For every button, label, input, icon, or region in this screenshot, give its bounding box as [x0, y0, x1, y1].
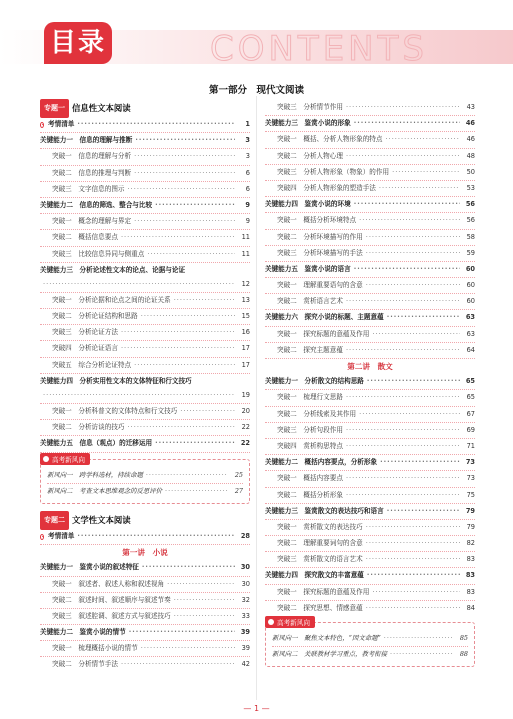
entry-title: 新风向二 考查文本思维观念的反思评价: [47, 486, 163, 495]
page-number: 30: [241, 579, 250, 588]
page-number: 3: [245, 152, 250, 161]
leader-dots: [43, 277, 235, 292]
section-title: 文学性文本阅读: [72, 514, 131, 525]
entry-title: 突破二 概括信息要点: [52, 233, 118, 242]
entry-title: 突破二 信息的推理与判断: [52, 168, 132, 177]
leader-dots: [134, 358, 235, 373]
page-number: 64: [466, 345, 475, 354]
toc-entry[interactable]: [265, 488, 475, 504]
leader-dots: [366, 230, 460, 245]
entry-title: 突破二 理解重要词句的含意: [277, 539, 363, 548]
page-number: 79: [466, 522, 475, 531]
leader-dots: [367, 568, 460, 583]
leader-dots: [142, 560, 235, 575]
leader-dots: [390, 647, 453, 662]
page-number: — 1 —: [243, 704, 270, 713]
toc-entry[interactable]: [265, 343, 475, 359]
column-divider: [256, 96, 257, 700]
toc-entry[interactable]: [265, 552, 475, 568]
leader-dots: [379, 181, 460, 196]
page-number: 39: [241, 644, 250, 653]
section-heading: [40, 100, 250, 117]
chapter-heading: 第一讲 小说: [122, 548, 168, 558]
page-number: 83: [465, 571, 475, 580]
entry-title: 突破一 探究标题的意蕴及作用: [277, 587, 370, 596]
page-number: 85: [459, 634, 468, 642]
leader-dots: [346, 471, 460, 486]
entry-title: 突破一 叙述者、叙述人称和叙述视角: [52, 579, 165, 588]
entry-title: 关键能力一 分析散文的结构思路: [265, 377, 364, 386]
page-number: 42: [241, 660, 250, 669]
page-number: 17: [241, 360, 250, 369]
toc-entry[interactable]: [40, 293, 250, 309]
page-number: 20: [241, 407, 250, 415]
page-number: 60: [465, 264, 475, 273]
leader-dots: [174, 593, 235, 608]
entry-title: 突破三 分析句段作用: [277, 425, 343, 434]
leader-dots: [366, 536, 460, 551]
leader-dots: [386, 132, 461, 147]
page-number: 39: [240, 628, 250, 637]
toc-entry[interactable]: [40, 133, 250, 149]
entry-title: 突破三 赏析散文的语言艺术: [277, 555, 363, 564]
page-number: 9: [245, 217, 250, 226]
leader-dots: [384, 631, 453, 646]
toc-entry[interactable]: [265, 455, 475, 471]
leader-dots: [354, 197, 460, 212]
entry-title: 突破三 叙述腔调、叙述方式与叙述技巧: [52, 611, 171, 620]
leader-dots: [346, 343, 460, 358]
toc-entry[interactable]: [265, 423, 475, 439]
leader-dots: [346, 100, 460, 115]
toc-entry[interactable]: [40, 198, 250, 214]
page-number: 32: [241, 595, 250, 604]
entry-title: 突破二 分析论证结构和思路: [52, 312, 138, 321]
leader-dots: [174, 293, 235, 308]
target-icon: [40, 122, 44, 128]
toc-entry[interactable]: [265, 116, 475, 132]
entry-title: 突破四 分析论证语言: [52, 344, 118, 353]
page-number: 75: [466, 490, 475, 499]
toc-entry[interactable]: [265, 407, 475, 423]
entry-title: 突破二 概括分析形象: [277, 490, 343, 499]
entry-title: 突破二 分析人物心理: [277, 151, 343, 160]
entry-title: 关键能力六 探究小说的标题、主题意蕴: [265, 313, 384, 322]
leader-dots: [372, 327, 460, 342]
entry-title: 突破一 梳理行文思路: [277, 393, 343, 402]
toc-entry[interactable]: [265, 262, 475, 278]
toc-entry[interactable]: [40, 389, 250, 404]
toc-entry[interactable]: [40, 247, 250, 263]
toc-entry[interactable]: [265, 246, 475, 262]
section-tag: 专题二: [40, 511, 69, 530]
toc-entry[interactable]: [272, 631, 468, 647]
page-number: 84: [466, 603, 475, 612]
entry-title: 突破一 概括分析环境特点: [277, 216, 357, 225]
new-trend-box: [265, 619, 475, 667]
page-number: 48: [466, 151, 475, 160]
toc-right-column: [265, 100, 475, 675]
entry-title: 关键能力一 鉴赏小说的叙述特征: [40, 563, 139, 572]
entry-title: 关键能力五 鉴赏小说的语言: [265, 264, 351, 273]
leader-dots: [147, 247, 235, 262]
leader-dots: [121, 341, 235, 356]
toc-entry[interactable]: [47, 484, 243, 499]
leader-dots: [121, 657, 235, 672]
page-number: 12: [241, 280, 250, 289]
leader-dots: [387, 504, 460, 519]
entry-title: 突破二 探究思想、情感意蕴: [277, 603, 363, 612]
toc-entry[interactable]: [265, 197, 475, 213]
entry-title: 突破五 综合分析论证特点: [52, 360, 132, 369]
page-number: 46: [465, 119, 475, 128]
page-number: 65: [465, 377, 475, 386]
entry-title: 关键能力二 鉴赏小说的情节: [40, 628, 126, 637]
entry-title: 新风向一 跨学科选材，持续命题: [47, 470, 143, 479]
page-number: 33: [241, 611, 250, 620]
page-number: 69: [466, 425, 475, 434]
part-title: 第一部分 现代文阅读: [208, 85, 304, 96]
toc-entry[interactable]: [265, 327, 475, 343]
toc-entry[interactable]: [40, 309, 250, 325]
leader-dots: [128, 182, 235, 197]
entry-title: 突破一 分析论据和论点之间的论证关系: [52, 295, 171, 304]
entry-title: 突破二 分析情节手法: [52, 660, 118, 669]
leader-dots: [366, 520, 460, 535]
entry-title: 突破一 梳理概括小说的情节: [52, 644, 138, 653]
leader-dots: [43, 388, 235, 403]
leader-dots: [77, 529, 235, 544]
toc-entry[interactable]: [265, 568, 475, 584]
section-tag: 专题一: [40, 99, 69, 118]
toc-entry[interactable]: [40, 529, 250, 545]
badge-icon: [43, 456, 49, 462]
page-number: 25: [234, 470, 243, 479]
entry-title: 突破二 分析线索及其作用: [277, 409, 357, 418]
page-number: 19: [241, 391, 250, 400]
page-number: 58: [466, 232, 475, 241]
page-number: 28: [240, 531, 250, 540]
page-number: 22: [241, 423, 250, 432]
leader-dots: [346, 294, 460, 309]
leader-dots: [346, 149, 460, 164]
page-number: 60: [466, 281, 475, 290]
entry-title: 关键能力四 鉴赏小说的环境: [265, 200, 351, 209]
contents-watermark-text: CONTENTS: [210, 29, 428, 68]
toc-entry[interactable]: [265, 439, 475, 455]
toc-entry[interactable]: [40, 182, 250, 198]
leader-dots: [366, 552, 460, 567]
page-number: 50: [466, 167, 475, 176]
leader-dots: [387, 310, 460, 325]
entry-title: 突破一 概括内容要点: [277, 474, 343, 483]
leader-dots: [367, 374, 460, 389]
toc-entry[interactable]: [40, 230, 250, 246]
leader-dots: [346, 488, 460, 503]
page-number: 59: [466, 248, 475, 257]
entry-title: 关键能力四 分析实用性文本的文体特征和行文技巧: [40, 376, 192, 385]
entry-title: 突破二 分析环境描写的作用: [277, 232, 363, 241]
leader-dots: [366, 278, 460, 293]
page-number: 1: [245, 120, 250, 128]
header: [0, 0, 513, 72]
page-number: 88: [459, 650, 468, 659]
leader-dots: [174, 609, 235, 624]
toc-left-column: [40, 100, 250, 673]
toc-entry[interactable]: [40, 166, 250, 182]
toc-entry[interactable]: [265, 585, 475, 601]
page-number: 60: [466, 297, 475, 306]
entry-title: 突破二 叙述时间、叙述顺序与叙述节奏: [52, 595, 171, 604]
entry-title: 突破一 概念的理解与界定: [52, 217, 132, 226]
leader-dots: [346, 390, 460, 405]
leader-dots: [359, 407, 460, 422]
section-heading: [40, 512, 250, 529]
page-number: 15: [241, 312, 250, 321]
page-number: 71: [466, 441, 475, 450]
entry-title: 突破二 赏析语言艺术: [277, 297, 343, 306]
page-number: 22: [240, 439, 250, 448]
toc-entry[interactable]: [272, 647, 468, 662]
toc-entry[interactable]: [40, 625, 250, 641]
toc-title: 目录: [44, 22, 112, 64]
toc-entry[interactable]: [265, 310, 475, 326]
toc-entry[interactable]: [265, 181, 475, 197]
leader-dots: [366, 246, 460, 261]
toc-entry[interactable]: [47, 468, 243, 484]
leader-dots: [121, 325, 235, 340]
entry-title: 考情清单: [48, 120, 75, 128]
leader-dots: [354, 116, 460, 131]
page-number: 3: [245, 136, 250, 145]
toc-entry[interactable]: [40, 436, 250, 452]
toc-entry[interactable]: [265, 504, 475, 520]
page-number: 11: [241, 249, 250, 258]
target-icon: [40, 534, 44, 540]
leader-dots: [392, 165, 460, 180]
entry-title: 考情清单: [48, 531, 75, 540]
toc-entry[interactable]: [40, 325, 250, 341]
toc-entry[interactable]: [40, 149, 250, 165]
entry-title: 关键能力三 分析论述性文本的论点、论据与论证: [40, 265, 186, 274]
entry-title: 突破三 比较信息异同与侧重点: [52, 249, 145, 258]
toc-entry[interactable]: [40, 358, 250, 374]
entry-title: 突破一 分析科普文的文体特点和行文技巧: [52, 407, 178, 415]
entry-title: 突破三 分析论证方法: [52, 328, 118, 337]
leader-dots: [167, 577, 235, 592]
toc-entry[interactable]: [40, 593, 250, 609]
leader-dots: [366, 601, 460, 616]
leader-dots: [77, 117, 235, 132]
toc-entry[interactable]: [265, 374, 475, 390]
leader-dots: [155, 436, 235, 451]
leader-dots: [346, 439, 460, 454]
toc-entry[interactable]: [265, 601, 475, 616]
leader-dots: [141, 641, 235, 656]
entry-title: 突破四 赏析构思特点: [277, 441, 343, 450]
entry-title: 关键能力四 探究散文的丰富意蕴: [265, 571, 364, 580]
new-trend-label: [265, 616, 315, 628]
section-title: 信息性文本阅读: [72, 103, 131, 113]
entry-title: 突破一 探究标题的意蕴及作用: [277, 329, 370, 338]
entry-title: 关键能力三 鉴赏小说的形象: [265, 119, 351, 128]
toc-entry[interactable]: [265, 294, 475, 310]
toc-entry[interactable]: [265, 520, 475, 536]
entry-title: 突破一 概括、分析人物形象的特点: [277, 135, 383, 144]
toc-entry[interactable]: [265, 149, 475, 165]
toc-entry[interactable]: [40, 560, 250, 576]
toc-entry[interactable]: [40, 404, 250, 420]
entry-title: 突破三 分析人物形象（物象）的作用: [277, 167, 390, 176]
entry-title: 突破一 赏析散文的表达技巧: [277, 522, 363, 531]
entry-title: 关键能力五 信息（观点）的迁移运用: [40, 439, 153, 448]
leader-dots: [354, 262, 460, 277]
toc-entry[interactable]: [40, 609, 250, 625]
leader-dots: [155, 198, 235, 213]
toc-entry[interactable]: [40, 278, 250, 293]
toc-entry[interactable]: [265, 536, 475, 552]
leader-dots: [372, 585, 460, 600]
page-number: 56: [466, 216, 475, 225]
badge-icon: [268, 619, 274, 625]
page-number: 73: [465, 458, 475, 467]
page-number: 6: [245, 184, 250, 193]
leader-dots: [180, 404, 235, 419]
toc-entry[interactable]: [40, 214, 250, 230]
page-number: 30: [240, 563, 250, 572]
page-number: 65: [466, 393, 475, 402]
toc-entry[interactable]: [265, 230, 475, 246]
entry-title: 突破四 分析人物形象的塑造手法: [277, 183, 376, 192]
leader-dots: [121, 230, 235, 245]
page-number: 67: [466, 409, 475, 418]
page-number: 73: [466, 474, 475, 483]
toc-entry[interactable]: [40, 420, 250, 436]
page-number: 9: [245, 200, 250, 209]
entry-title: 突破一 理解重要语句的含意: [277, 281, 363, 290]
entry-title: 突破二 分析访谈的技巧: [52, 423, 125, 432]
page-number: 43: [466, 103, 475, 111]
toc-entry[interactable]: [265, 165, 475, 181]
leader-dots: [346, 423, 460, 438]
leader-dots: [135, 133, 235, 148]
toc-entry[interactable]: [265, 100, 475, 116]
leader-dots: [141, 309, 235, 324]
toc-entry[interactable]: [40, 657, 250, 672]
entry-title: 突破三 分析环境描写的手法: [277, 248, 363, 257]
new-trend-label-text: 高考新风向: [277, 619, 310, 627]
leader-dots: [134, 166, 235, 181]
toc-entry[interactable]: [265, 471, 475, 487]
entry-title: 关键能力三 鉴赏散文的表达技巧和语言: [265, 506, 384, 515]
leader-dots: [359, 213, 460, 228]
chapter-heading: 第二讲 散文: [347, 362, 393, 371]
leader-dots: [134, 149, 235, 164]
page-number: 82: [466, 539, 475, 548]
toc-entry[interactable]: [40, 641, 250, 657]
page-number: 83: [466, 587, 475, 596]
entry-title: 关键能力一 信息的理解与推断: [40, 136, 133, 145]
page-number: 13: [241, 295, 250, 304]
page-number: 6: [245, 168, 250, 177]
contents-watermark: [130, 24, 450, 68]
toc-entry[interactable]: [40, 263, 250, 278]
leader-dots: [128, 420, 235, 435]
toc-entry[interactable]: [40, 577, 250, 593]
toc-entry[interactable]: [40, 341, 250, 357]
page-number: 17: [241, 344, 250, 353]
entry-title: 关键能力二 概括内容要点，分析形象: [265, 458, 378, 467]
entry-title: 关键能力二 信息的筛选、整合与比较: [40, 200, 153, 209]
leader-dots: [165, 484, 228, 499]
toc-entry[interactable]: [265, 278, 475, 294]
leader-dots: [129, 625, 235, 640]
page-number: 16: [241, 328, 250, 337]
entry-title: 突破二 探究主题意蕴: [277, 345, 343, 354]
entry-title: 新风向一 聚焦文本特色，“因文命题”: [272, 634, 381, 642]
new-trend-box: [40, 455, 250, 504]
leader-dots: [146, 468, 228, 483]
page-number: 27: [234, 486, 243, 495]
page-number: 11: [241, 233, 250, 242]
toc-entry[interactable]: [265, 213, 475, 229]
leader-dots: [134, 214, 235, 229]
page-number: 63: [466, 329, 475, 338]
entry-title: 突破三 文字信息的图示: [52, 184, 125, 193]
toc-entry[interactable]: [265, 132, 475, 148]
page-number: 63: [465, 313, 475, 322]
toc-entry[interactable]: [40, 117, 250, 133]
new-trend-label: [40, 453, 90, 465]
page-number: 83: [466, 555, 475, 564]
entry-title: 突破一 信息的理解与分析: [52, 152, 132, 161]
page-number: 56: [465, 200, 475, 209]
entry-title: 突破三 分析情节作用: [277, 103, 343, 111]
page-number: 53: [466, 183, 475, 192]
page-number: 46: [466, 135, 475, 144]
entry-title: 新风向二 关联教材学习重点，教考衔接: [272, 650, 388, 659]
page-number: 79: [465, 506, 475, 515]
toc-entry[interactable]: [265, 390, 475, 406]
leader-dots: [380, 455, 460, 470]
new-trend-label-text: 高考新风向: [52, 455, 85, 464]
toc-entry[interactable]: [40, 374, 250, 389]
